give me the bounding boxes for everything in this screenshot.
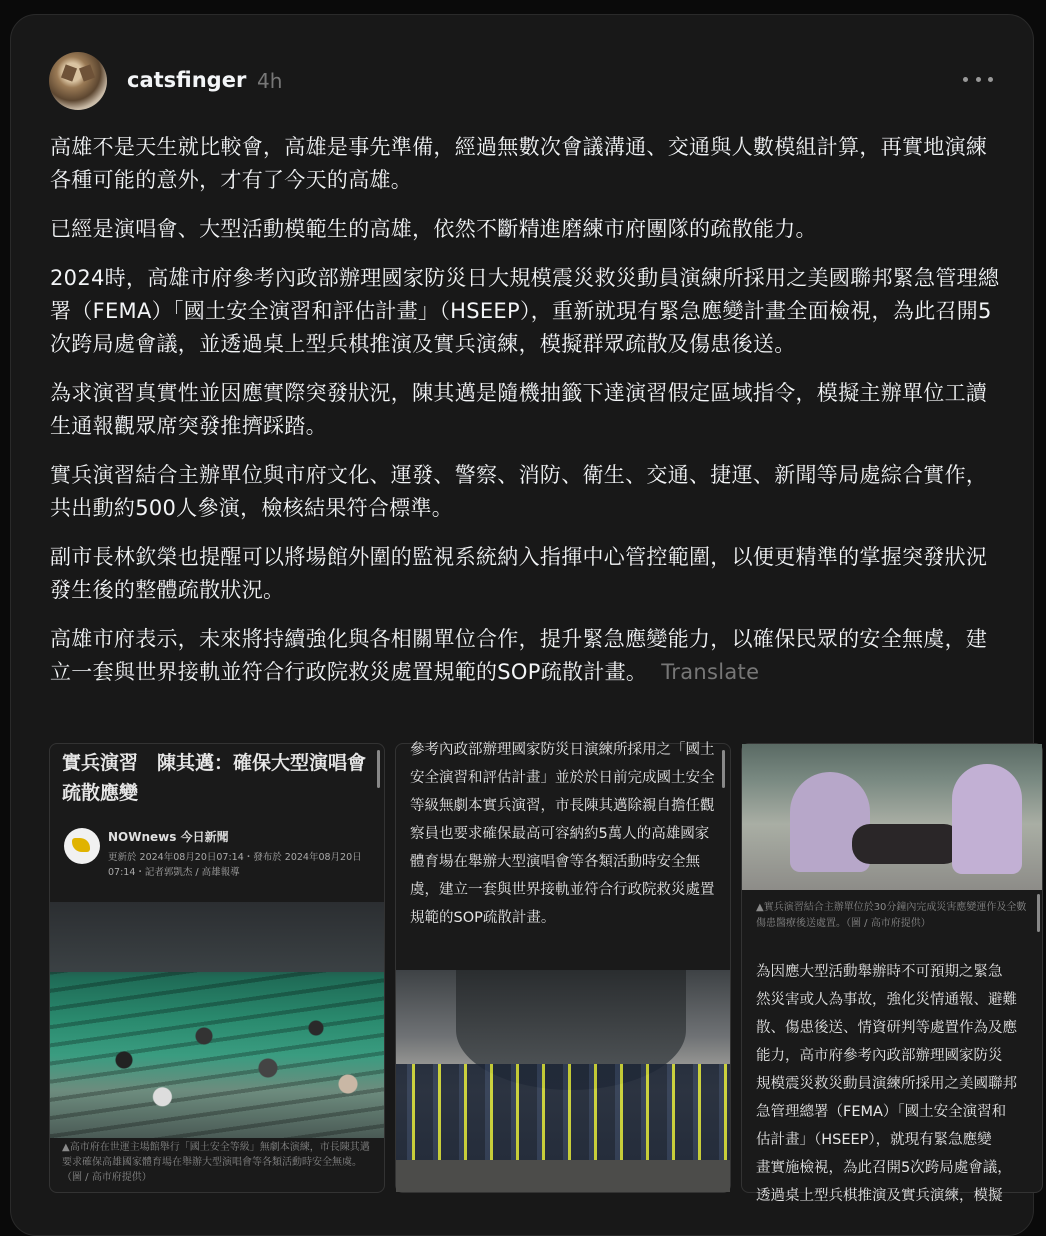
post-time: 4h: [257, 69, 283, 93]
post-body: [50, 131, 1000, 705]
post-paragraph: 高雄不是天生就比較會，高雄是事先準備，經過無數次會議溝通、交通與人數模組計算，再實地演練各種可能的意外，才有了今天的高雄。: [50, 135, 988, 192]
article-line: 透過桌上型兵棋推演及實兵演練，模擬: [756, 1188, 1003, 1204]
article-line: 為因應大型活動舉辦時不可預期之緊急: [756, 964, 1003, 980]
post-paragraph: 已經是演唱會、大型活動模範生的高雄，依然不斷精進磨練市府團隊的疏散能力。: [50, 217, 817, 241]
scrollbar: [377, 750, 380, 788]
image-headline: 實兵演習 陳其邁：確保大型演唱會疏散應變: [62, 752, 367, 804]
news-source: NOWnews 今日新聞: [108, 830, 229, 844]
avatar-detail: [61, 64, 77, 81]
scrollbar: [722, 750, 725, 788]
article-line: 能力，高市府參考內政部辦理國家防災: [756, 1048, 1003, 1064]
stadium-roof: [50, 902, 384, 972]
article-line: 畫實施檢視，為此召開5次跨局處會議，: [756, 1160, 1012, 1176]
attached-image-3[interactable]: [741, 743, 1043, 1204]
translate-link[interactable]: Translate: [661, 660, 760, 684]
crowd: [60, 972, 380, 1132]
avatar-detail: [79, 64, 95, 81]
article-text: [756, 958, 1046, 1210]
post-paragraph: 副市長林欽榮也提醒可以將場館外圍的監視系統納入指揮中心管控範圍，以便更精準的掌握突發狀況發生後的整體疏散狀況。: [50, 545, 988, 602]
scrollbar: [1037, 894, 1040, 932]
post-paragraph-text: 高雄市府表示，未來將持續強化與各相關單位合作，提升緊急應變能力，以確保民眾的安全無虞，建立一套與世界接軌並符合行政院救災處置規範的SOP疏散計畫。: [50, 627, 988, 684]
avatar[interactable]: [49, 52, 107, 110]
article-line: 然災害或人為事故，強化災情通報、避難: [756, 992, 1017, 1008]
news-meta: 更新於 2024年08月20日07:14・發布於 2024年08月20日07:14・記者郭凱杰 / 高雄報導: [108, 852, 362, 878]
ellipsis-icon[interactable]: [963, 67, 993, 91]
patient: [852, 824, 962, 864]
floor: [396, 1160, 730, 1192]
dot: [963, 77, 968, 82]
article-text: 參考內政部辦理國家防災日演練所採用之「國土安全演習和評估計畫」並於於日前完成國土安全等級無劇本實兵演習，市長陳其邁除親自擔任觀察員也要求確保最高可容納約5萬人的高雄國家體育場在舉辦大型演唱會等各類活動時安全無虞，建立一套與世界接軌並符合行政院救災處置規範的SOP疏散計畫。: [410, 742, 715, 926]
dot: [976, 77, 981, 82]
attached-image-2[interactable]: [395, 743, 731, 1193]
attached-image-1[interactable]: [49, 743, 385, 1193]
stadium-photo: [50, 902, 384, 1138]
image-caption: ▲實兵演習結合主辦單位於30分鐘內完成災害應變運作及全數傷患醫療後送處置。（圖 / 高市府提供）: [756, 902, 1027, 929]
article-line: 規模震災救災動員演練所採用之美國聯邦: [756, 1076, 1017, 1092]
dot: [988, 77, 993, 82]
article-line: 估計畫」（HSEEP），就現有緊急應變: [756, 1132, 992, 1148]
image-caption: ▲高市府在世運主場館舉行「國土安全等級」無劇本演練，市長陳其邁要求確保高雄國家體育場在舉辦大型演唱會等各類活動時安全無虞。（圖 / 高市府提供）: [62, 1142, 370, 1183]
medical-drill-photo: [742, 744, 1042, 890]
post-paragraph-last: [50, 623, 1000, 689]
article-line: 散、傷患後送、情資研判等處置作為及應: [756, 1020, 1017, 1036]
article-line: 急管理總署（FEMA）「國土安全演習和: [756, 1104, 1007, 1120]
nurse: [952, 764, 1022, 874]
news-logo-icon: [64, 828, 100, 864]
post-paragraph: 實兵演習結合主辦單位與市府文化、運發、警察、消防、衛生、交通、捷運、新聞等局處綜合實作，共出動約500人參演，檢核結果符合標準。: [50, 463, 988, 520]
police-line: [396, 1064, 730, 1174]
police-photo: [396, 970, 730, 1192]
post-paragraph: 為求演習真實性並因應實際突發狀況，陳其邁是隨機抽籤下達演習假定區域指令，模擬主辦單位工讀生通報觀眾席突發推擠踩踏。: [50, 381, 988, 438]
post-card: [10, 14, 1034, 1236]
post-paragraph: 2024時，高雄市府參考內政部辦理國家防災日大規模震災救災動員演練所採用之美國聯邦緊急管理總署（FEMA）「國土安全演習和評估計畫」（HSEEP），重新就現有緊急應變計畫全面檢視，為此召開5次跨局處會議，並透過桌上型兵棋推演及實兵演練，模擬群眾疏散及傷患後送。: [50, 266, 1000, 356]
username[interactable]: catsfinger: [127, 68, 247, 92]
